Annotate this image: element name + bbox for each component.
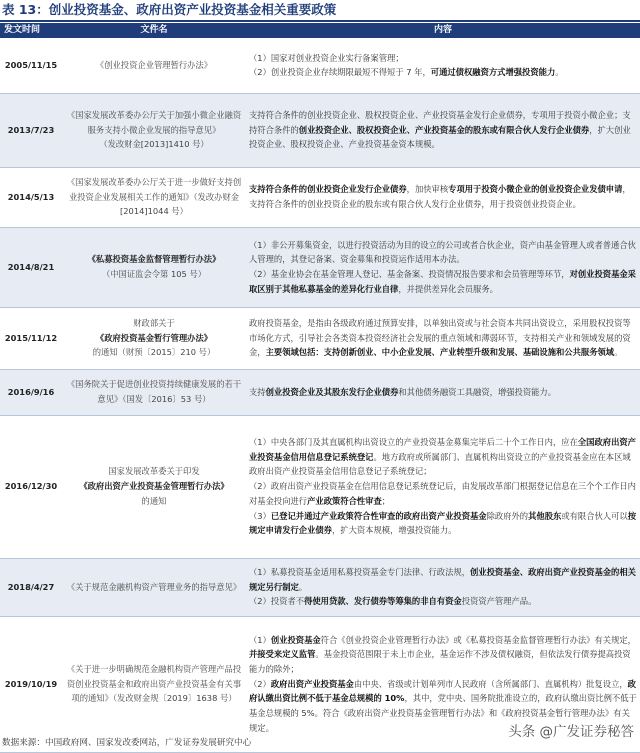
emphasis-text: 得使用贷款、发行债券等筹集的非自有资金 (304, 596, 462, 607)
table-row (0, 227, 640, 307)
content-paragraph: （3）已登记并通过产业政策符合性审查的政府出资产业投资基金除政府外的其他股东或有限合伙人可以按规定申请发行企业债券，扩大资本规模，增强投资能力。 (249, 510, 637, 536)
row-date: 2016/9/16 (0, 369, 62, 415)
emphasis-text: 专项用于投资小微企业的创业投资企业发债申请 (448, 184, 623, 195)
emphasis-text: 《政府出资产业投资基金管理暂行办法》 (79, 481, 229, 492)
table-title: 表 13：创业投资基金、政府出资产业投资基金相关重要政策 (0, 0, 640, 22)
emphasis-text: 按规定申请发行企业债券 (249, 510, 637, 536)
table-row (0, 167, 640, 227)
row-content (246, 558, 640, 616)
emphasis-text: 创业投资基金 (270, 634, 321, 645)
header-doc: 文件名 (62, 23, 246, 38)
row-doc: 国家发展改革委关于印发 《政府出资产业投资基金管理暂行办法》 的通知 (62, 415, 246, 558)
row-doc: 《国家发展改革委办公厅关于加强小微企业融资服务支持小微企业发展的指导意见》 （发改财金[2013]1410 号） (62, 93, 246, 167)
emphasis-text: 已登记并通过产业政策符合性审查的政府出资产业投资基金 (270, 510, 487, 521)
emphasis-text: 政府认缴出资比例不低于基金总规模的 10% (249, 678, 636, 704)
content-paragraph: 政府投资基金，是指由各级政府通过预算安排，以单独出资或与社会资本共同出资设立，采用股权投资等市场化方式，引导社会各类资本投资经济社会发展的重点领域和薄弱环节，支持相关产业和领域发展的资金，主要领域包括：支持创新创业、中小企业发展、产业转型升级和发展、基础设施和公共服务领域。 (249, 317, 631, 358)
content-paragraph: （1）中央各部门及其直属机构出资设立的产业投资基金募集完毕后二十个工作日内，应在全国政府出资产业投资基金信用信息登记系统登记。地方政府或所属部门、直属机构出资设立的产业投资基金应在本区域政府出资产业投资基金信用信息登记子系统登记； (249, 437, 636, 477)
emphasis-text: 主要领域包括：支持创新创业、中小企业发展、产业转型升级和发展、基础设施和公共服务领域 (265, 347, 615, 358)
row-content (246, 369, 640, 415)
row-doc: 《创业投资企业管理暂行办法》 (62, 38, 246, 93)
table-row (0, 558, 640, 616)
emphasis-text: 政府出资产业投资基金 (270, 678, 354, 689)
content-paragraph: （2）投资者不得使用贷款、发行债券等筹集的非自有资金投资资产管理产品。 (249, 596, 537, 607)
row-content (246, 415, 640, 558)
row-content (246, 38, 640, 93)
content-paragraph: （1）非公开募集资金，以进行投资活动为目的设立的公司或者合伙企业，资产由基金管理人或者普通合伙人管理的，其登记备案、资金募集和投资运作适用本办法。 (249, 239, 636, 265)
row-doc: 《国务院关于促进创业投资持续健康发展的若干意见》（国发〔2016〕53 号） (62, 369, 246, 415)
source-note: 数据来源：中国政府网、国家发改委网站，广发证券发展研究中心 (2, 738, 252, 748)
row-date: 2014/8/21 (0, 227, 62, 307)
content-paragraph: （1）创业投资基金符合《创业投资企业管理暂行办法》或《私募投资基金监督管理暂行办法》有关规定，并接受来定义监管。基金投资范围限于未上市企业，基金运作不涉及债权融资，但依法发行债券提高投资能力的除外； (249, 634, 636, 674)
content-paragraph: 支持符合条件的创业投资企业发行企业债券，加快审核专项用于投资小微企业的创业投资企业发债申请，支持符合条件的创业投资企业的股东或有限合伙人发行企业债券，用于投资创业投资企业。 (249, 184, 631, 209)
content-paragraph: （2）政府出资产业投资基金在信用信息登记系统登记后，由发展改革部门根据登记信息在三个个工作日内对基金投向进行产业政策符合性审查； (249, 481, 636, 506)
emphasis-text: 并接受来定义监管 (249, 649, 316, 660)
content-paragraph: （2）政府出资产业投资基金由中央、省级或计划单列市人民政府（含所属部门、直属机构）批复设立，政府认缴出资比例不低于基金总规模的 10%，其中，党中央、国务院批准设立的，政府认缴出资比例不低于基金总规模的 5%。符合《政府出资产业投资基金管理暂行办法》和《政府投资基金暂行管理办法》有关规定。 (249, 678, 637, 733)
emphasis-text: 产业政策符合性审查 (307, 495, 382, 506)
row-date: 2018/4/27 (0, 558, 62, 616)
emphasis-text: 对创业投资基金采取区别于其他私募基金的差异化行业自律 (249, 269, 636, 294)
emphasis-text: 支持符合条件的创业投资企业发行企业债券 (249, 184, 407, 195)
emphasis-text: 全国政府出资产业投资基金信用信息登记系统登记 (249, 437, 636, 462)
row-doc: 《关于进一步明确规范金融机构资产管理产品投资创业投资基金和政府出资产业投资基金有关事项的通知》（发改财金规〔2019〕1638 号） (62, 616, 246, 752)
row-doc: 《私募投资基金监督管理暂行办法》 （中国证监会令第 105 号） (62, 227, 246, 307)
row-date: 2016/12/30 (0, 415, 62, 558)
table-row (0, 93, 640, 167)
content-paragraph: （1）国家对创业投资企业实行备案管理； (249, 52, 404, 63)
content-paragraph: 支持创业投资企业及其股东发行企业债券和其他债务融资工具融资，增强投资能力。 (249, 386, 557, 397)
row-doc: 《关于规范金融机构资产管理业务的指导意见》 (62, 558, 246, 616)
content-paragraph: （1）私募投资基金适用私募投资基金专门法律、行政法规，创业投资基金、政府出资产业投资基金的相关规定另行制定。 (249, 566, 636, 592)
table-row (0, 38, 640, 93)
row-date: 2015/11/12 (0, 307, 62, 369)
table-header-row (0, 23, 640, 38)
table-row (0, 415, 640, 558)
row-date: 2014/5/13 (0, 167, 62, 227)
emphasis-text: 创业投资基金、政府出资产业投资基金的相关规定另行制定 (249, 566, 636, 592)
emphasis-text: 可通过债权融资方式增强投资能力 (430, 67, 556, 78)
emphasis-text: 创业投资企业、股权投资企业、产业投资基金的股东或有限合伙人发行企业债券 (298, 124, 590, 135)
content-paragraph: （2）创业投资企业存续期限最短不得短于 7 年，可通过债权融资方式增强投资能力。 (249, 67, 564, 78)
row-doc: 《国家发展改革委办公厅关于进一步做好支持创业投资企业发展相关工作的通知》（发改办财金[2014]1044 号） (62, 167, 246, 227)
row-date: 2019/10/19 (0, 616, 62, 752)
row-doc: 财政部关于 《政府投资基金暂行管理办法》 的通知（财预〔2015〕210 号） (62, 307, 246, 369)
content-paragraph: 支持符合条件的创业投资企业、股权投资企业、产业投资基金发行企业债券，专项用于投资小微企业；支持符合条件的创业投资企业、股权投资企业、产业投资基金的股东或有限合伙人发行企业债券，扩大创业投资企业、股权投资企业、产业投资基金资本规模。 (249, 109, 631, 150)
header-date: 发文时间 (0, 23, 62, 38)
emphasis-text: 其他股东 (528, 510, 562, 521)
policy-table (0, 23, 640, 753)
row-date: 2013/7/23 (0, 93, 62, 167)
header-content: 内容 (246, 23, 640, 38)
row-content (246, 227, 640, 307)
row-date: 2005/11/15 (0, 38, 62, 93)
table-row (0, 307, 640, 369)
emphasis-text: 创业投资企业及其股东发行企业债券 (265, 386, 399, 397)
emphasis-text: 《私募投资基金监督管理暂行办法》 (87, 254, 221, 265)
content-paragraph: （2）基金业协会在基金管理人登记、基金备案、投资情况报告要求和会员管理等环节，对创业投资基金采取区别于其他私募基金的差异化行业自律，并提供差异化会员服务。 (249, 269, 636, 294)
watermark: 头条 @广发证券秘答 (508, 724, 634, 740)
table-row (0, 369, 640, 415)
row-content (246, 93, 640, 167)
row-content (246, 307, 640, 369)
row-content (246, 167, 640, 227)
emphasis-text: 《政府投资基金暂行管理办法》 (95, 332, 213, 343)
